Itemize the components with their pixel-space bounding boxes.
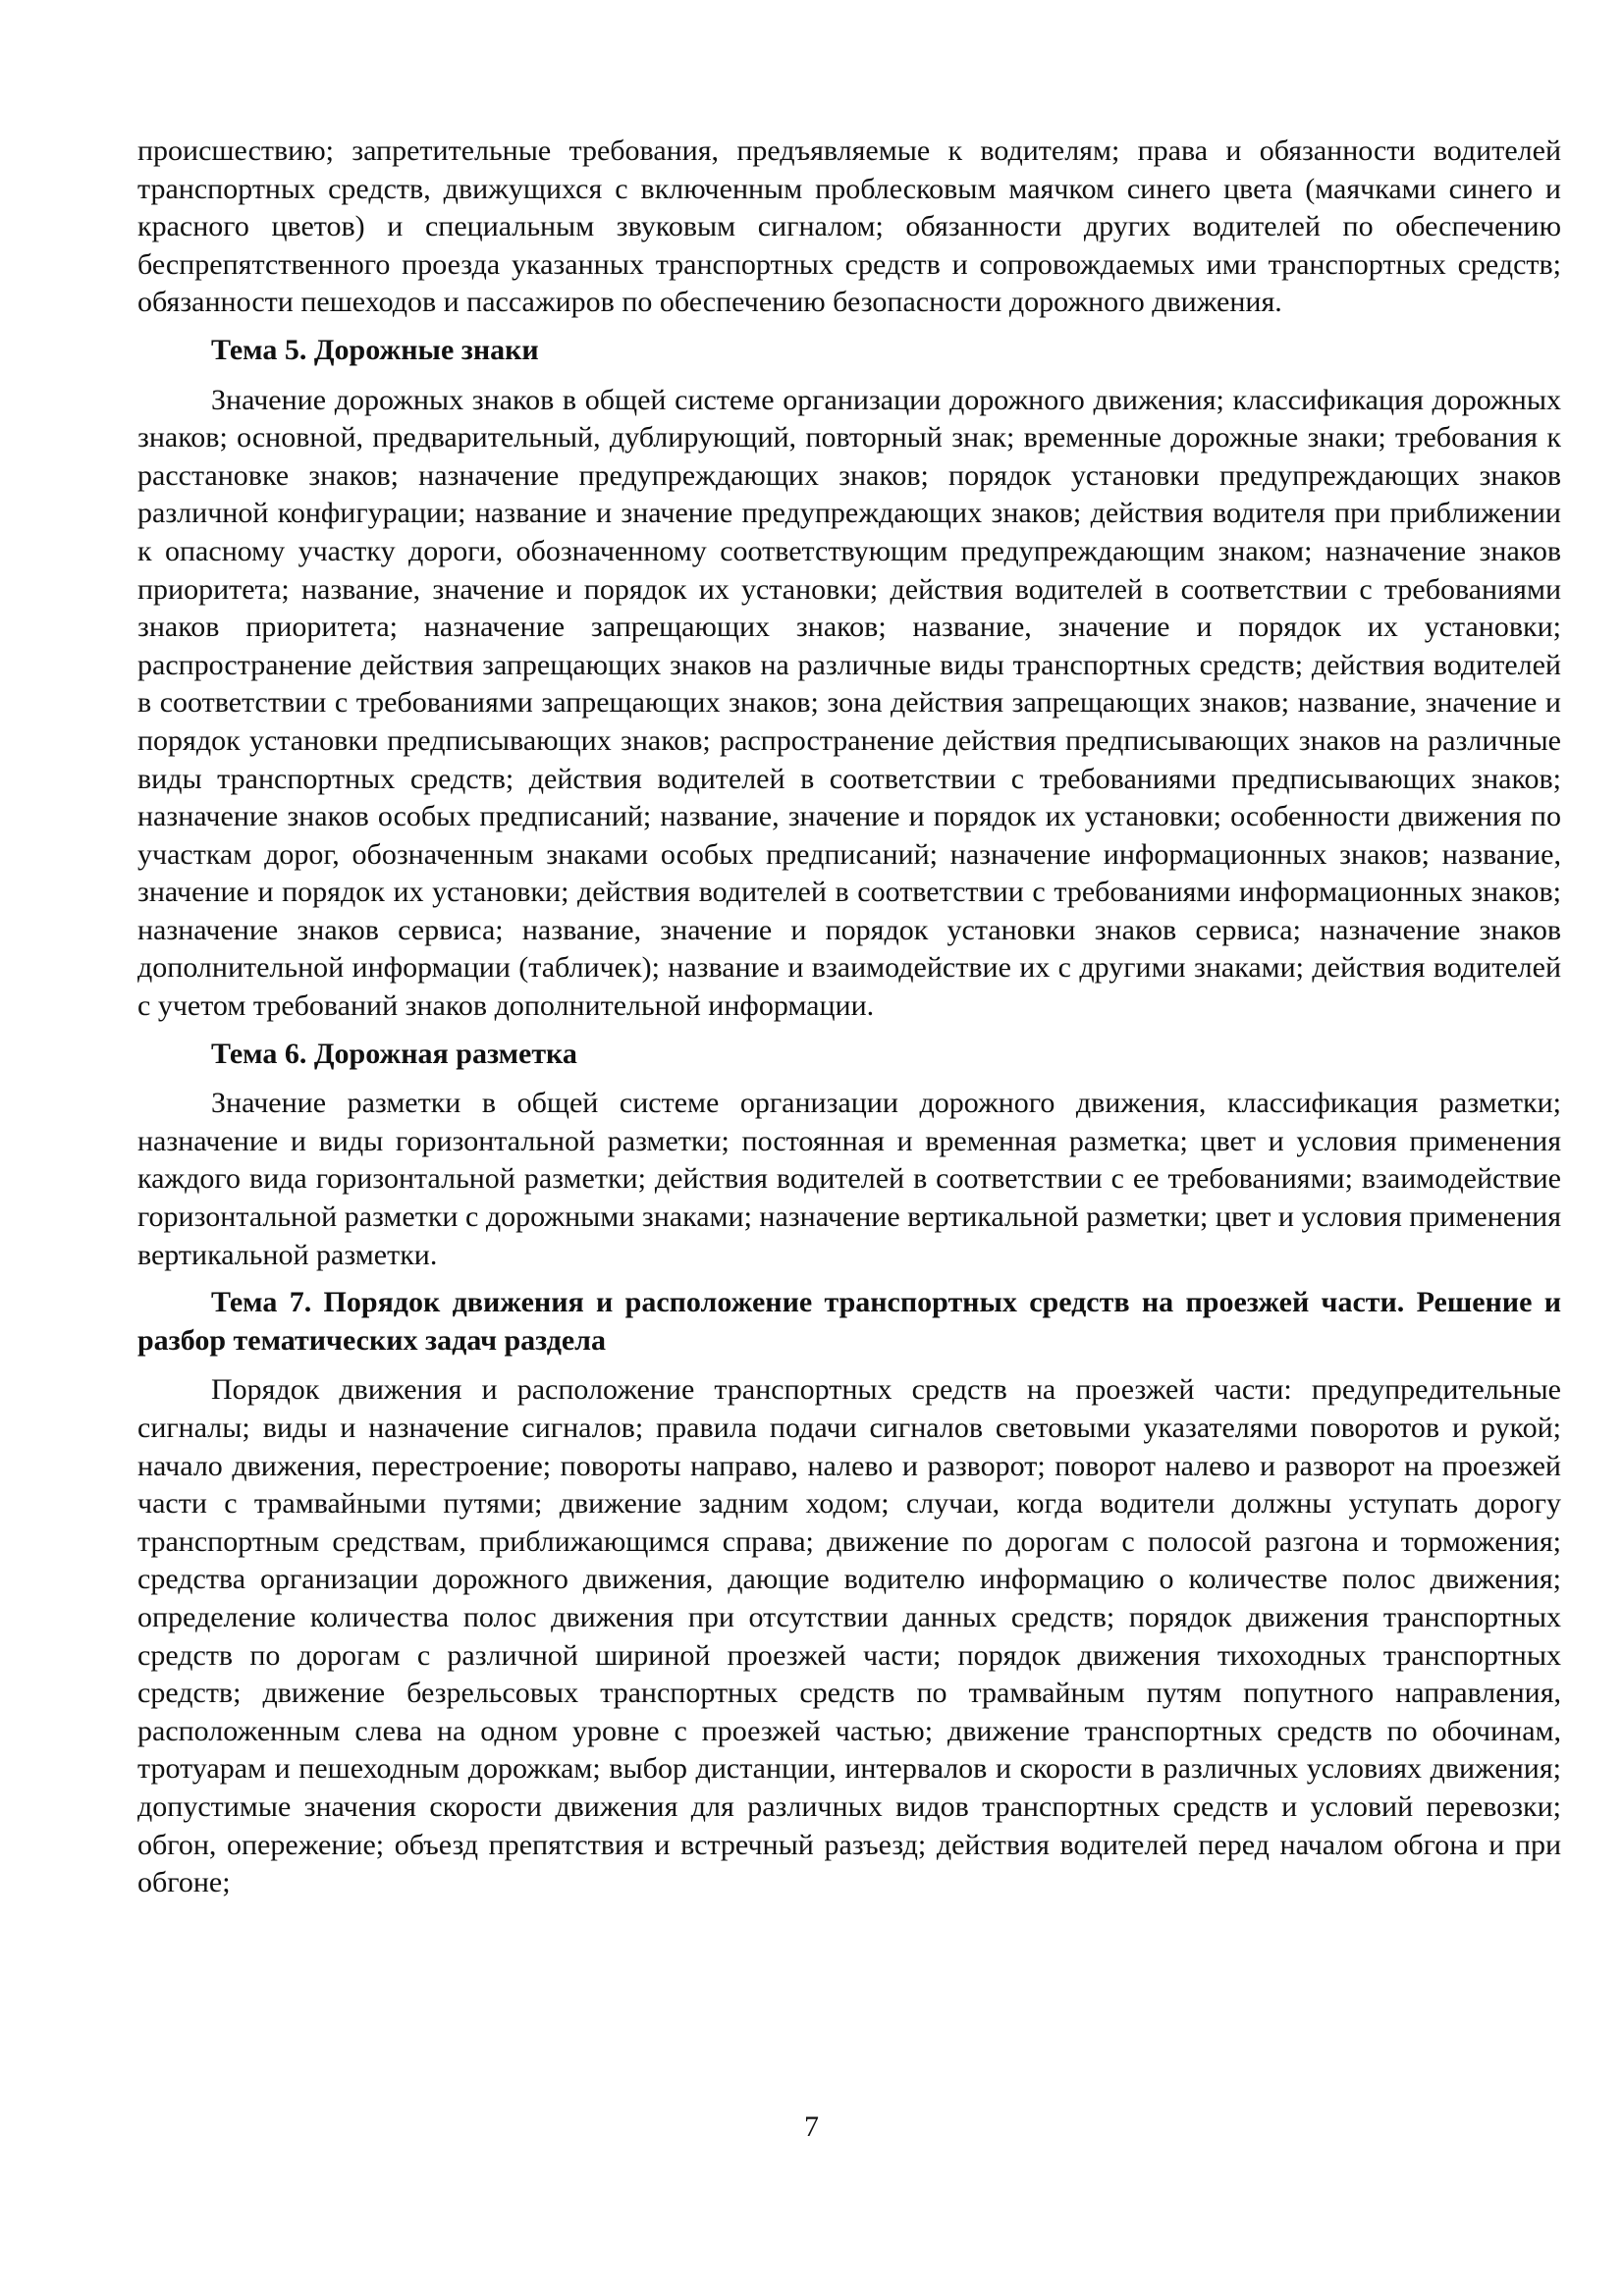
intro-paragraph: происшествию; запретительные требования, предъявляемые к водителям; права и обязанности водителей транспортных средств, движущихся с включенным проблесковым маячком синего цвета (маячками синего и красного цветов) и специальным звуковым сигналом; обязанности других водителей по обеспечению беспрепятственного проезда указанных транспортных средств и сопровождаемых ими транспортных средств; обязанности пешеходов и пассажиров по обеспечению безопасности дорожного движения. bbox=[137, 134, 1561, 319]
section-body-topic-5: Значение дорожных знаков в общей системе организации дорожного движения; классификация дорожных знаков; основной, предварительный, дублирующий, повторный знак; временные дорожные знаки; требования к расстановке знаков; назначение предупреждающих знаков; порядок установки предупреждающих знаков различной конфигурации; название и значение предупреждающих знаков; действия водителя при приближении к опасному участку дороги, обозначенному соответствующим предупреждающим знаком; назначение знаков приоритета; название, значение и порядок их установки; действия водителей в соответствии с требованиями знаков приоритета; назначение запрещающих знаков; название, значение и порядок их установки; распространение действия запрещающих знаков на различные виды транспортных средств; действия водителей в соответствии с требованиями запрещающих знаков; зона действия запрещающих знаков; название, значение и порядок установки предписывающих знаков; распространение действия предписывающих знаков на различные виды транспортных средств; действия водителей в соответствии с требованиями предписывающих знаков; назначение знаков особых предписаний; название, значение и порядок их установки; особенности движения по участкам дорог, обозначенным знаками особых предписаний; назначение информационных знаков; название, значение и порядок их установки; действия водителей в соответствии с требованиями информационных знаков; назначение знаков сервиса; название, значение и порядок установки знаков сервиса; назначение знаков дополнительной информации (табличек); название и взаимодействие их с другими знаками; действия водителей с учетом требований знаков дополнительной информации. bbox=[137, 383, 1561, 1023]
document-page bbox=[137, 133, 1561, 1902]
page-number: 7 bbox=[804, 2110, 819, 2143]
section-body-topic-7: Порядок движения и расположение транспортных средств на проезжей части: предупредительные сигналы; виды и назначение сигналов; правила подачи сигналов световыми указателями поворотов и рукой; начало движения, перестроение; повороты направо, налево и разворот; поворот налево и разворот на проезжей части с трамвайными путями; движение задним ходом; случаи, когда водители должны уступать дорогу транспортным средствам, приближающимся справа; движение по дорогам с полосой разгона и торможения; средства организации дорожного движения, дающие водителю информацию о количестве полос движения; определение количества полос движения при отсутствии данных средств; порядок движения транспортных средств по дорогам с различной шириной проезжей части; порядок движения тихоходных транспортных средств; движение безрельсовых транспортных средств по трамвайным путям попутного направления, расположенным слева на одном уровне с проезжей частью; движение транспортных средств по обочинам, тротуарам и пешеходным дорожкам; выбор дистанции, интервалов и скорости в различных условиях движения; допустимые значения скорости движения для различных видов транспортных средств и условий перевозки; обгон, опережение; объезд препятствия и встречный разъезд; действия водителей перед началом обгона и при обгоне; bbox=[137, 1373, 1561, 1899]
section-heading-topic-5: Тема 5. Дорожные знаки bbox=[211, 333, 539, 366]
section-body-topic-6: Значение разметки в общей системе организации дорожного движения, классификация разметки; назначение и виды горизонтальной разметки; постоянная и временная разметка; цвет и условия применения каждого вида горизонтальной разметки; действия водителей в соответствии с ее требованиями; взаимодействие горизонтальной разметки с дорожными знаками; назначение вертикальной разметки; цвет и условия применения вертикальной разметки. bbox=[137, 1087, 1561, 1271]
section-heading-topic-6: Тема 6. Дорожная разметка bbox=[211, 1037, 577, 1070]
section-heading-topic-7: Тема 7. Порядок движения и расположение транспортных средств на проезжей части. Решение и разбор тематических задач раздела bbox=[137, 1286, 1561, 1357]
